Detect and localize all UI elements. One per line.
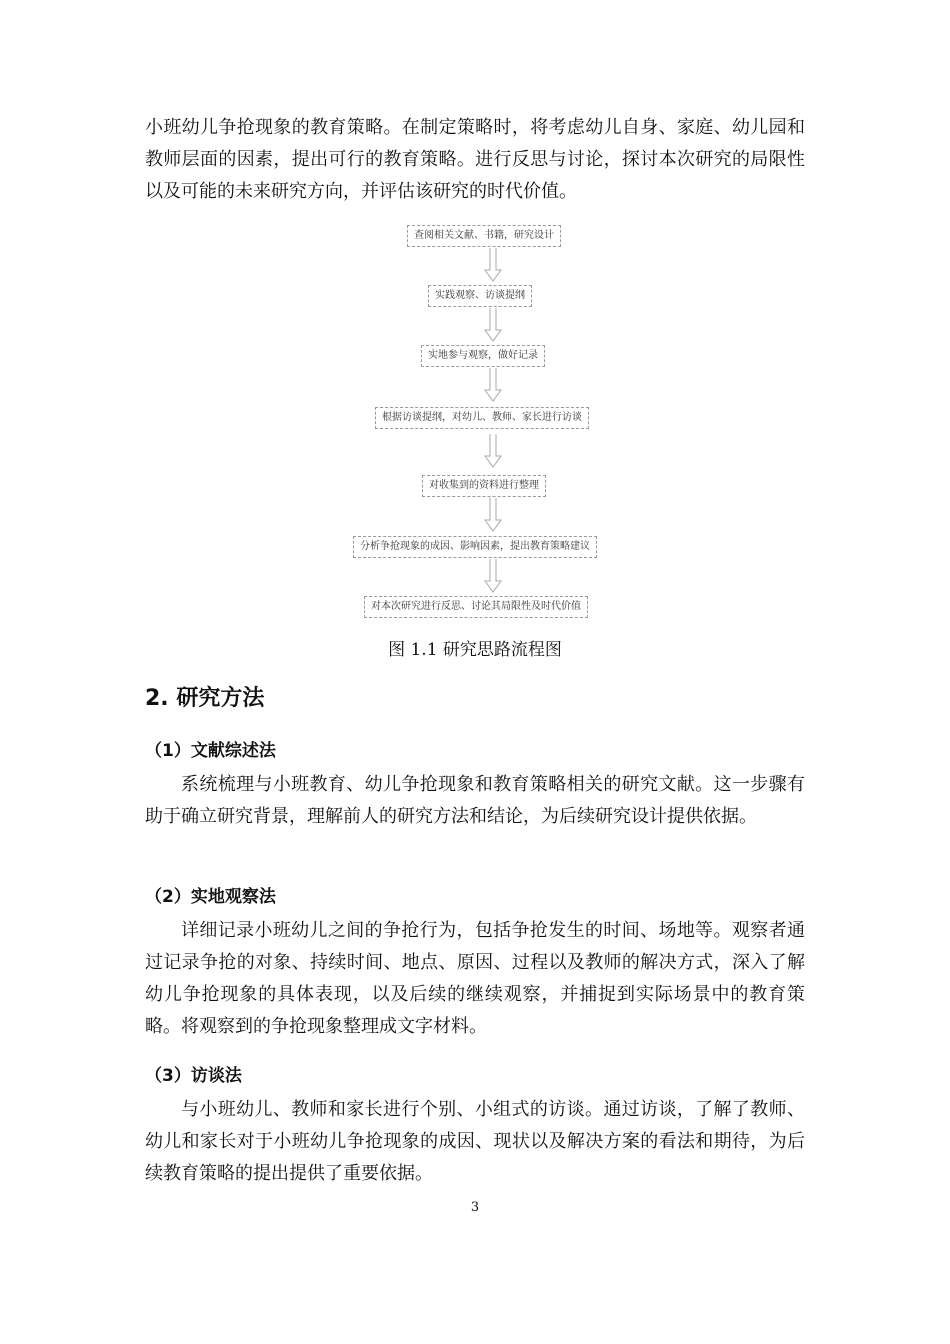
method-heading-2: （2）实地观察法 [145,887,276,907]
method-heading-3: （3）访谈法 [145,1066,242,1086]
flow-step-2: 实践观察、访谈提纲 [428,285,532,307]
section-title: 2. 研究方法 [145,686,265,711]
flow-arrow-1 [483,248,503,282]
method-body-1: 系统梳理与小班教育、幼儿争抢现象和教育策略相关的研究文献。这一步骤有助于确立研究背景，理解前人的研究方法和结论，为后续研究设计提供依据。 [145,774,805,827]
figure-caption: 图 1.1 研究思路流程图 [388,640,562,660]
method-body-2: 详细记录小班幼儿之间的争抢行为，包括争抢发生的时间、场地等。观察者通过记录争抢的对象、持续时间、地点、原因、过程以及教师的解决方式，深入了解幼儿争抢现象的具体表现，以及后续的继续观察，并捕捉到实际场景中的教育策略。将观察到的争抢现象整理成文字材料。 [145,920,805,1037]
flow-step-5: 对收集到的资料进行整理 [422,475,546,497]
flow-arrow-6 [483,559,503,593]
flow-step-7: 对本次研究进行反思、讨论其局限性及时代价值 [364,596,588,618]
flow-arrow-3 [483,368,503,402]
intro-paragraph: 小班幼儿争抢现象的教育策略。在制定策略时，将考虑幼儿自身、家庭、幼儿园和教师层面的因素，提出可行的教育策略。进行反思与讨论，探讨本次研究的局限性以及可能的未来研究方向，并评估该研究的时代价值。 [145,117,805,202]
flow-step-6: 分析争抢现象的成因、影响因素，提出教育策略建议 [353,536,597,558]
flow-step-3: 实地参与观察，做好记录 [421,345,545,367]
method-heading-1: （1）文献综述法 [145,741,276,761]
page-number: 3 [470,1200,480,1215]
flow-step-4: 根据访谈提纲，对幼儿、教师、家长进行访谈 [375,407,589,429]
flow-arrow-4 [483,434,503,468]
research-flowchart [340,220,650,620]
method-body-3: 与小班幼儿、教师和家长进行个别、小组式的访谈。通过访谈，了解了教师、幼儿和家长对于小班幼儿争抢现象的成因、现状以及解决方案的看法和期待，为后续教育策略的提出提供了重要依据。 [145,1099,805,1184]
flow-arrow-5 [483,498,503,532]
flow-arrow-2 [483,308,503,342]
flow-step-1: 查阅相关文献、书籍，研究设计 [407,225,561,247]
